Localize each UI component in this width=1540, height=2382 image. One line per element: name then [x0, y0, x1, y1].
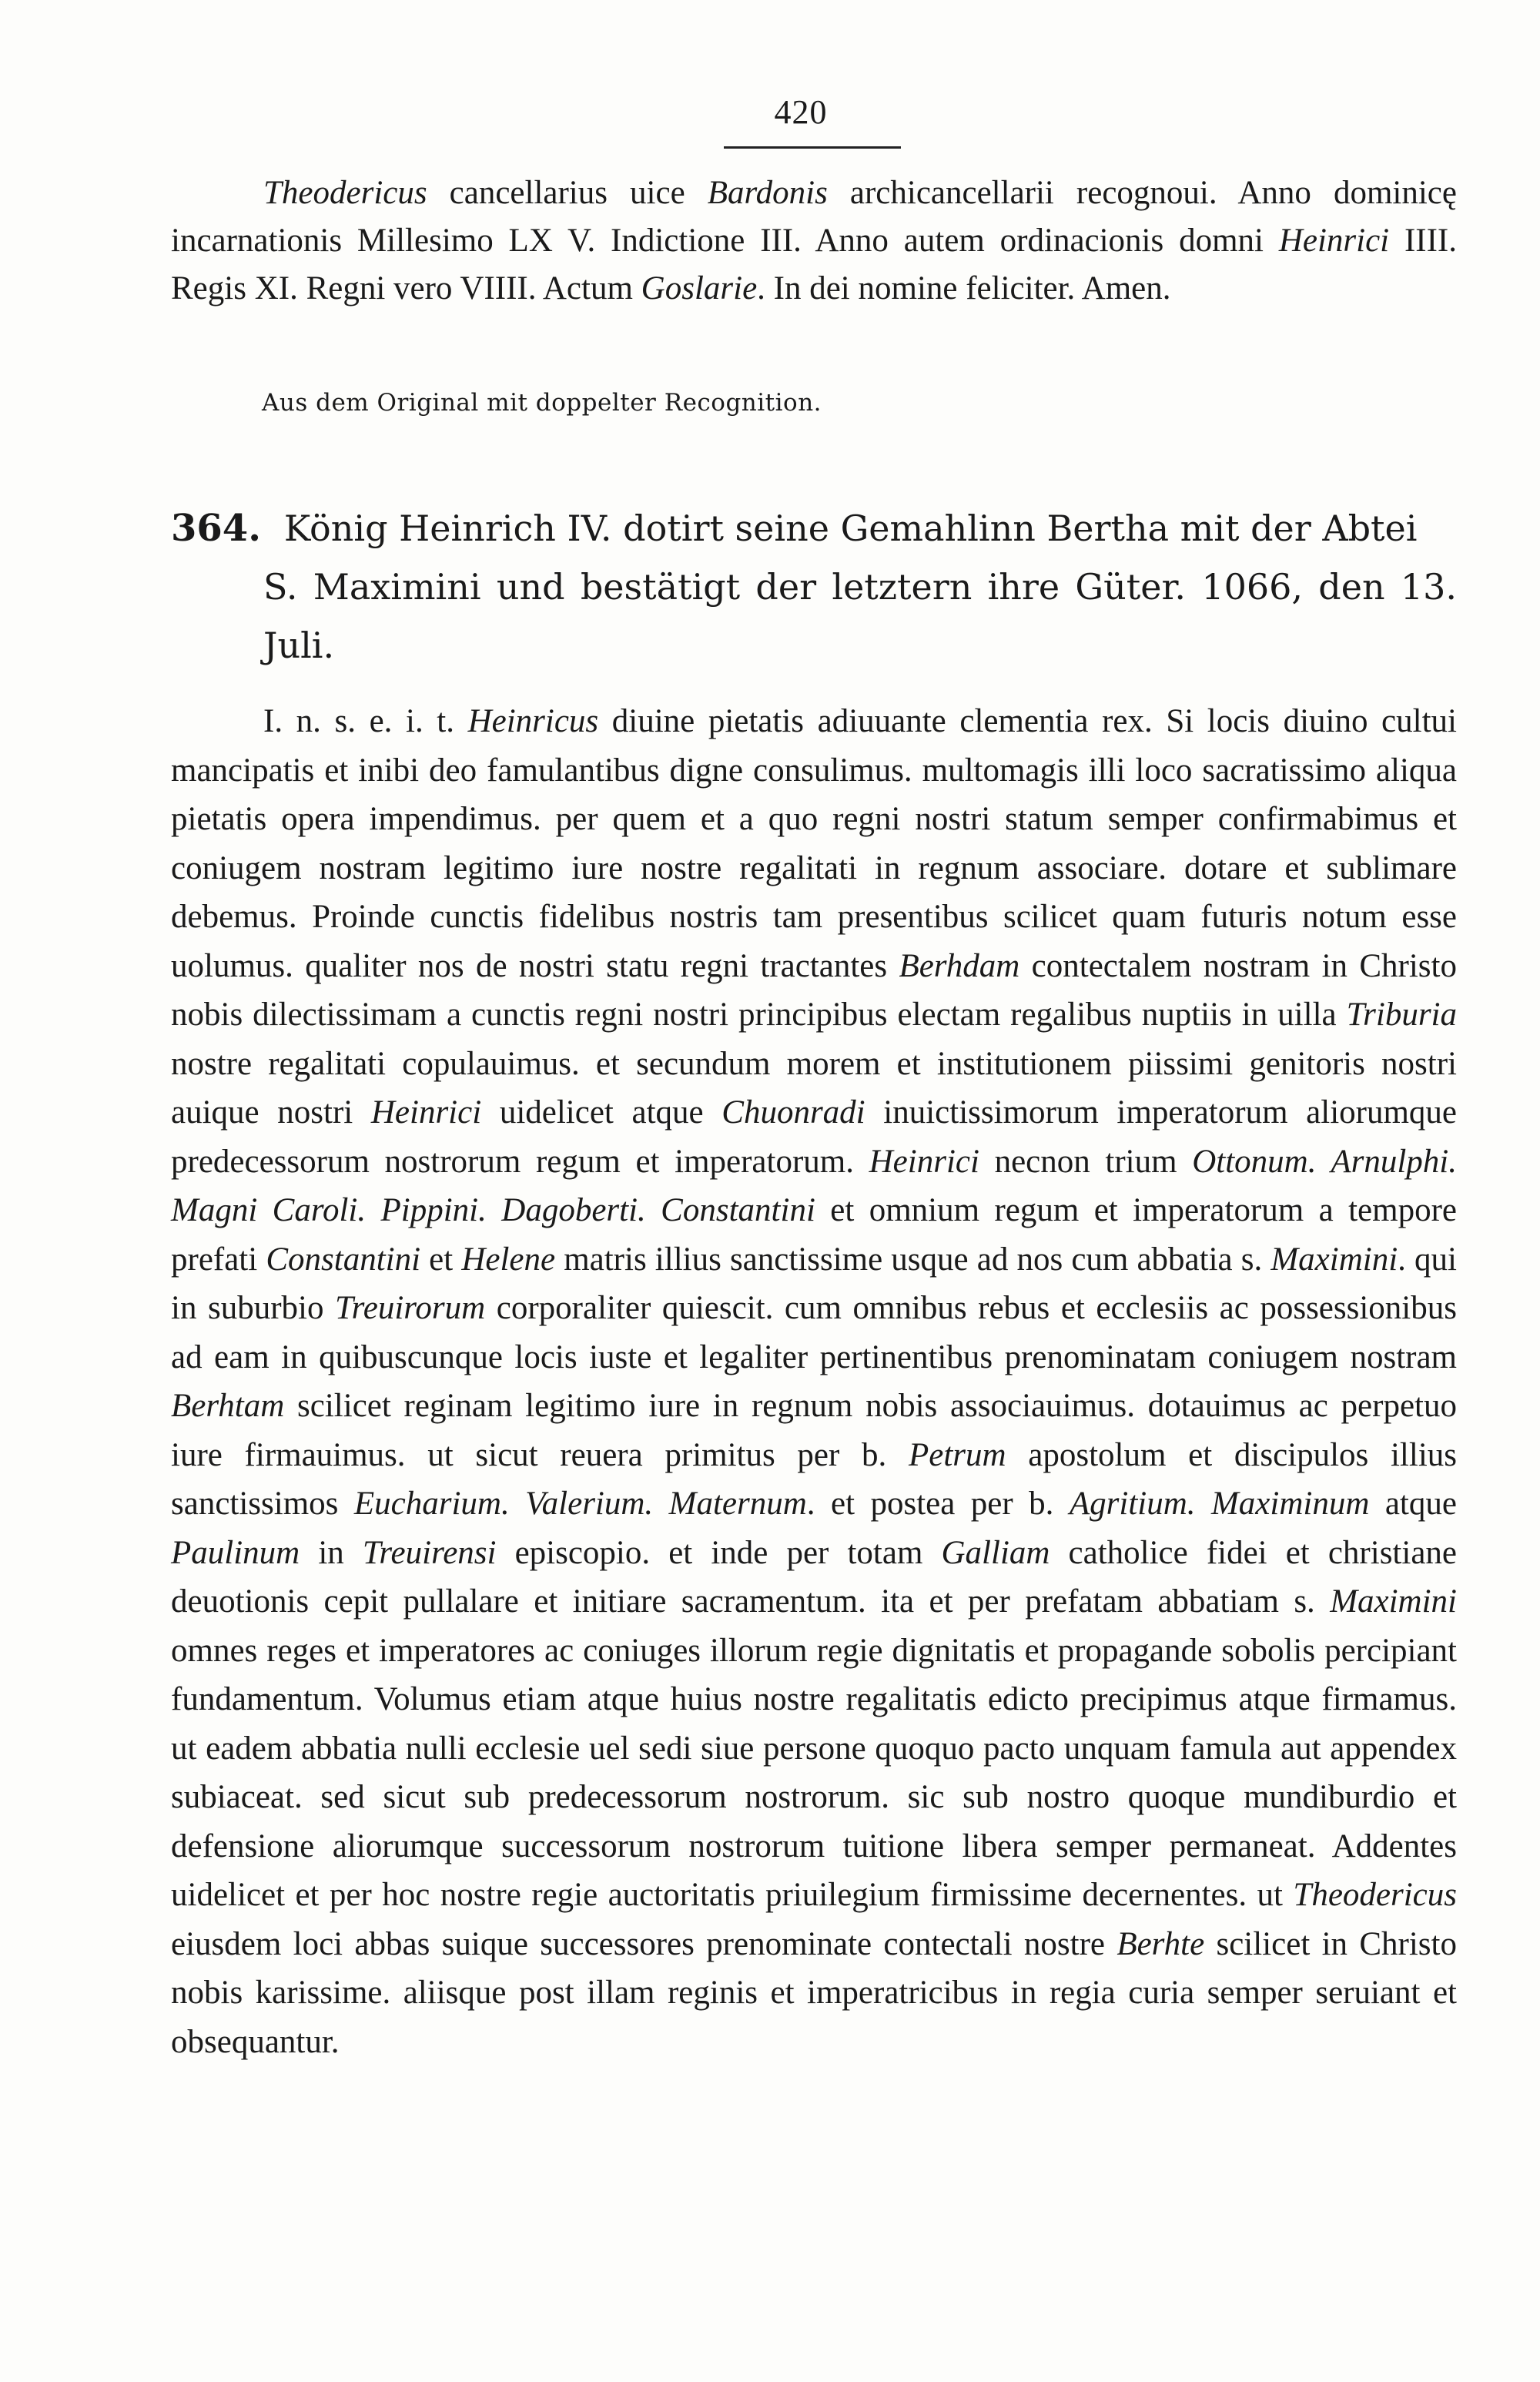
- body-seg: uidelicet atque: [481, 1094, 722, 1131]
- body-seg: episcopio. et inde per totam: [496, 1534, 942, 1571]
- body-italic: Heinrici: [370, 1094, 482, 1131]
- intro-name-heinrici: Heinrici: [1278, 223, 1390, 259]
- body-italic: Heinricus: [467, 703, 599, 739]
- charter-text: [171, 697, 1457, 2066]
- charter-heading: [171, 499, 1457, 675]
- body-italic: Paulinum: [171, 1534, 300, 1571]
- intro-seg-3: Anno dominicę incarnationis Millesimo LX V. Indictione III. Anno autem ordinacionis domni: [171, 175, 1457, 259]
- intro-seg-4: IIII. Regis XI. Regni vero VIIII. Actum: [171, 223, 1457, 307]
- page-number-rule: [724, 146, 901, 149]
- body-seg: scilicet in Christo nobis karissime. aliisque post illam reginis et imperatricibus in regia curia semper seruiant et obsequantur.: [171, 1925, 1457, 2060]
- intro-name-bardonis: Bardonis: [707, 175, 828, 211]
- body-italic: Heinrici: [869, 1143, 979, 1180]
- body-seg: catholice fidei et christiane deuotionis cepit pullalare et initiare sacramentum. ita et per prefatam abbatiam s.: [171, 1534, 1457, 1620]
- body-seg: I. n. s. e. i. t.: [263, 703, 468, 739]
- intro-seg-5: . In dei nomine feliciter. Amen.: [757, 270, 1171, 307]
- body-seg: corporaliter quiescit. cum omnibus rebus et ecclesiis ac possessionibus ad eam in quibuscunque locis iuste et legaliter pertinentibus prenominatam coniugem nostram: [171, 1290, 1457, 1375]
- body-seg: scilicet reginam legitimo iure in regnum nobis associauimus. dotauimus ac perpetuo iure firmauimus. ut sicut reuera primitus per b.: [171, 1388, 1457, 1473]
- body-italic: Triburia: [1346, 997, 1457, 1033]
- body-italic: Galliam: [941, 1534, 1050, 1571]
- body-italic: Theodericus: [1293, 1877, 1457, 1913]
- body-italic: Constantini: [266, 1241, 421, 1278]
- body-italic: Berhtam: [171, 1388, 285, 1424]
- body-italic: Helene: [461, 1241, 556, 1278]
- charter-body: [171, 697, 1457, 2066]
- source-note: Aus dem Original mit doppelter Recognition.: [262, 389, 822, 417]
- intro-seg-1: cancellarius uice: [427, 175, 708, 211]
- intro-paragraph: [171, 169, 1457, 313]
- body-italic: Treuirensi: [362, 1534, 497, 1571]
- body-italic: Maximini: [1330, 1583, 1457, 1620]
- body-seg: omnes reges et imperatores ac coniuges illorum regie dignitatis et propagande sobolis percipiant fundamentum. Volumus etiam atque huius nostre regalitatis edicto precipimus atque firmamus. ut eadem abbatia nulli ecclesie uel sedi siue persone quoquo pacto unquam famula aut appendex subiaceat. sed sicut sub predecessorum nostrorum. sic sub nostro quoque mundiburdio et defensione aliorumque successorum nostrorum tuitione libera semper permaneat. Addentes uidelicet et per hoc nostre regie auctoritatis priuilegium firmissime decernentes. ut: [171, 1632, 1457, 1913]
- body-seg: inuictissimorum imperatorum aliorumque predecessorum nostrorum regum et imperatorum.: [171, 1094, 1457, 1180]
- body-seg: . et postea per b.: [806, 1486, 1070, 1522]
- body-seg: apostolum et discipulos illius sanctissimos: [171, 1436, 1457, 1522]
- body-seg: nostre regalitati copulauimus. et secundum morem et institutionem piissimi genitoris nostri auique nostri: [171, 1045, 1457, 1131]
- body-seg: . qui in suburbio: [171, 1241, 1457, 1326]
- intro-name-goslarie: Goslarie: [641, 270, 758, 307]
- body-seg: atque: [1369, 1486, 1457, 1522]
- body-seg: diuine pietatis adiuuante clementia rex. Si locis diuino cultui mancipatis et inibi deo famulantibus digne consulimus. multomagis illi loco sacratissimo aliqua pietatis opera impendimus. per quem et a quo regni nostri statum semper confirmabimus et coniugem nostram legitimo iure nostre regalitati in regnum associare. dotare et sublimare debemus. Proinde cunctis fidelibus nostris tam presentibus scilicet quam futuris notum esse uolumus. qualiter nos de nostri statu regni tractantes: [171, 703, 1457, 984]
- body-italic: Ottonum. Arnulphi. Magni Caroli. Pippini. Dagoberti. Constantini: [171, 1143, 1457, 1228]
- body-italic: Berhdam: [899, 947, 1020, 984]
- page-number: 420: [774, 93, 828, 131]
- body-seg: eiusdem loci abbas suique successores prenominate contectali nostre: [171, 1925, 1117, 1962]
- body-italic: Berhte: [1116, 1925, 1205, 1962]
- body-seg: matris illius sanctissime usque ad nos cum abbatia s.: [555, 1241, 1271, 1278]
- charter-number: 364.: [171, 507, 261, 550]
- intro-text: [171, 169, 1457, 313]
- body-italic: Petrum: [909, 1436, 1006, 1473]
- body-italic: Eucharium. Valerium. Maternum: [353, 1486, 807, 1522]
- body-italic: Treuirorum: [335, 1290, 486, 1326]
- body-seg: contectalem nostram in Christo nobis dilectissimam a cunctis regni nostri principibus electam regalibus nuptiis in uilla: [171, 947, 1457, 1033]
- body-italic: Chuonradi: [721, 1094, 865, 1131]
- charter-title-b: S. Maximini und bestätigt der letztern ihre Güter. 1066, den 13. Juli.: [263, 566, 1457, 666]
- body-seg: et omnium regum et imperatorum a tempore prefati: [171, 1192, 1457, 1278]
- intro-seg-2: archicancellarii recognoui.: [827, 175, 1217, 211]
- body-seg: necnon trium: [979, 1143, 1193, 1180]
- charter-title-a: König Heinrich IV. dotirt seine Gemahlinn Bertha mit der Abtei: [283, 508, 1418, 549]
- body-italic: Agritium. Maximinum: [1069, 1486, 1370, 1522]
- intro-name-theodericus: Theodericus: [263, 175, 427, 211]
- body-italic: Maximini: [1270, 1241, 1398, 1278]
- body-seg: et: [420, 1241, 462, 1278]
- body-seg: in: [300, 1534, 363, 1571]
